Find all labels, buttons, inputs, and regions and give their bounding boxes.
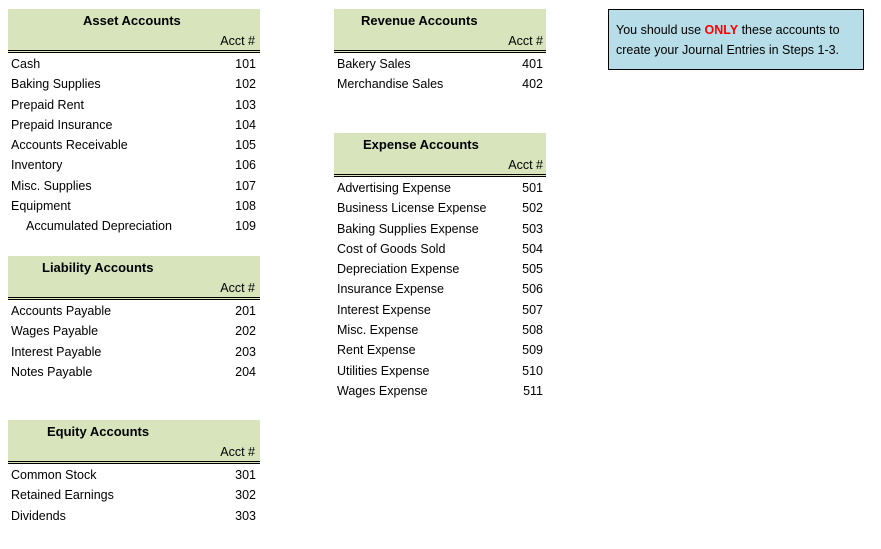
account-name: Merchandise Sales xyxy=(337,77,444,92)
account-name: Prepaid Rent xyxy=(11,97,84,112)
account-number: 504 xyxy=(522,241,543,256)
equity-accounts-table xyxy=(8,420,260,526)
table-row xyxy=(8,54,260,74)
account-number: 105 xyxy=(235,138,256,153)
account-number: 303 xyxy=(235,508,256,523)
account-name: Cash xyxy=(11,57,41,71)
account-number: 204 xyxy=(235,364,256,379)
account-number: 107 xyxy=(235,178,256,193)
liability-rows xyxy=(8,300,260,382)
table-row xyxy=(334,381,546,401)
table-row xyxy=(8,342,260,362)
table-row xyxy=(8,155,260,175)
expense-accounts-title: Expense Accounts xyxy=(363,137,479,152)
account-name: Business License Expense xyxy=(337,201,487,216)
instruction-note xyxy=(608,9,864,70)
table-row xyxy=(8,506,260,526)
expense-accounts-header xyxy=(334,133,546,177)
account-name: Interest Payable xyxy=(11,344,102,359)
acct-number-header: Acct # xyxy=(220,445,255,459)
table-row xyxy=(334,259,546,279)
revenue-accounts-header xyxy=(334,9,546,53)
account-number: 510 xyxy=(522,363,543,378)
account-name: Retained Earnings xyxy=(11,488,114,503)
asset-accounts-title: Asset Accounts xyxy=(83,13,181,28)
account-number: 508 xyxy=(522,323,543,338)
account-number: 511 xyxy=(523,383,543,398)
account-number: 401 xyxy=(522,57,543,71)
account-name: Advertising Expense xyxy=(337,181,451,195)
account-number: 102 xyxy=(235,77,256,92)
note-text-before: You should use xyxy=(616,23,705,37)
table-row xyxy=(334,300,546,320)
asset-rows xyxy=(8,53,260,237)
revenue-rows xyxy=(334,53,546,95)
table-row xyxy=(334,219,546,239)
account-name: Misc. Supplies xyxy=(11,178,92,193)
table-row xyxy=(334,198,546,218)
table-row xyxy=(8,74,260,94)
table-row xyxy=(8,301,260,321)
account-number: 108 xyxy=(235,199,256,214)
table-row xyxy=(8,362,260,382)
table-row xyxy=(8,95,260,115)
expense-rows xyxy=(334,177,546,401)
account-number: 104 xyxy=(235,117,256,132)
account-name: Misc. Expense xyxy=(337,323,419,338)
acct-number-header: Acct # xyxy=(220,34,255,48)
account-name: Depreciation Expense xyxy=(337,262,460,277)
account-name: Dividends xyxy=(11,508,66,523)
liability-accounts-title: Liability Accounts xyxy=(42,260,154,275)
account-name: Wages Payable xyxy=(11,324,99,339)
account-name: Baking Supplies Expense xyxy=(337,221,479,236)
table-row xyxy=(334,320,546,340)
account-number: 509 xyxy=(522,343,543,358)
table-row xyxy=(8,216,260,236)
account-name: Accumulated Depreciation xyxy=(26,219,172,234)
table-row xyxy=(8,321,260,341)
liability-accounts-header xyxy=(8,256,260,300)
account-name: Baking Supplies xyxy=(11,77,101,92)
account-number: 301 xyxy=(235,468,256,482)
table-row xyxy=(8,176,260,196)
equity-accounts-header xyxy=(8,420,260,464)
table-row xyxy=(334,361,546,381)
account-name: Prepaid Insurance xyxy=(11,117,113,132)
table-row xyxy=(334,239,546,259)
account-name: Bakery Sales xyxy=(337,57,411,71)
table-row xyxy=(334,340,546,360)
account-name: Inventory xyxy=(11,158,63,173)
account-name: Rent Expense xyxy=(337,343,416,358)
account-number: 507 xyxy=(522,302,543,317)
account-number: 106 xyxy=(235,158,256,173)
acct-number-header: Acct # xyxy=(508,34,543,48)
account-name: Equipment xyxy=(11,199,71,214)
account-name: Insurance Expense xyxy=(337,282,445,297)
liability-accounts-table xyxy=(8,256,260,382)
account-name: Common Stock xyxy=(11,468,97,482)
account-number: 203 xyxy=(235,344,256,359)
table-row xyxy=(8,465,260,485)
table-row xyxy=(334,74,546,94)
account-number: 505 xyxy=(522,262,543,277)
revenue-accounts-table xyxy=(334,9,546,95)
table-row xyxy=(8,485,260,505)
account-name: Accounts Receivable xyxy=(11,138,128,153)
note-text-after: these accounts to create your Journal Entries in Steps 1-3. xyxy=(616,23,840,57)
account-name: Utilities Expense xyxy=(337,363,430,378)
account-number: 402 xyxy=(522,77,543,92)
account-number: 109 xyxy=(235,219,256,234)
account-name: Accounts Payable xyxy=(11,304,112,318)
revenue-accounts-title: Revenue Accounts xyxy=(361,13,478,28)
table-row xyxy=(8,115,260,135)
equity-accounts-title: Equity Accounts xyxy=(47,424,150,439)
account-name: Wages Expense xyxy=(337,383,428,398)
account-number: 101 xyxy=(235,57,256,71)
table-row xyxy=(334,279,546,299)
account-number: 503 xyxy=(522,221,543,236)
account-number: 202 xyxy=(235,324,256,339)
account-number: 201 xyxy=(235,304,256,318)
table-row xyxy=(334,178,546,198)
account-name: Interest Expense xyxy=(337,302,431,317)
equity-rows xyxy=(8,464,260,526)
expense-accounts-table xyxy=(334,133,546,401)
account-number: 501 xyxy=(522,181,543,195)
note-emphasis: ONLY xyxy=(704,23,739,37)
acct-number-header: Acct # xyxy=(508,158,543,172)
account-number: 302 xyxy=(235,488,256,503)
acct-number-header: Acct # xyxy=(220,281,255,295)
account-name: Cost of Goods Sold xyxy=(337,241,446,256)
asset-accounts-header xyxy=(8,9,260,53)
table-row xyxy=(8,135,260,155)
asset-accounts-table xyxy=(8,9,260,237)
table-row xyxy=(8,196,260,216)
table-row xyxy=(334,54,546,74)
account-name: Notes Payable xyxy=(11,364,93,379)
account-number: 506 xyxy=(522,282,543,297)
account-number: 502 xyxy=(522,201,543,216)
account-number: 103 xyxy=(235,97,256,112)
